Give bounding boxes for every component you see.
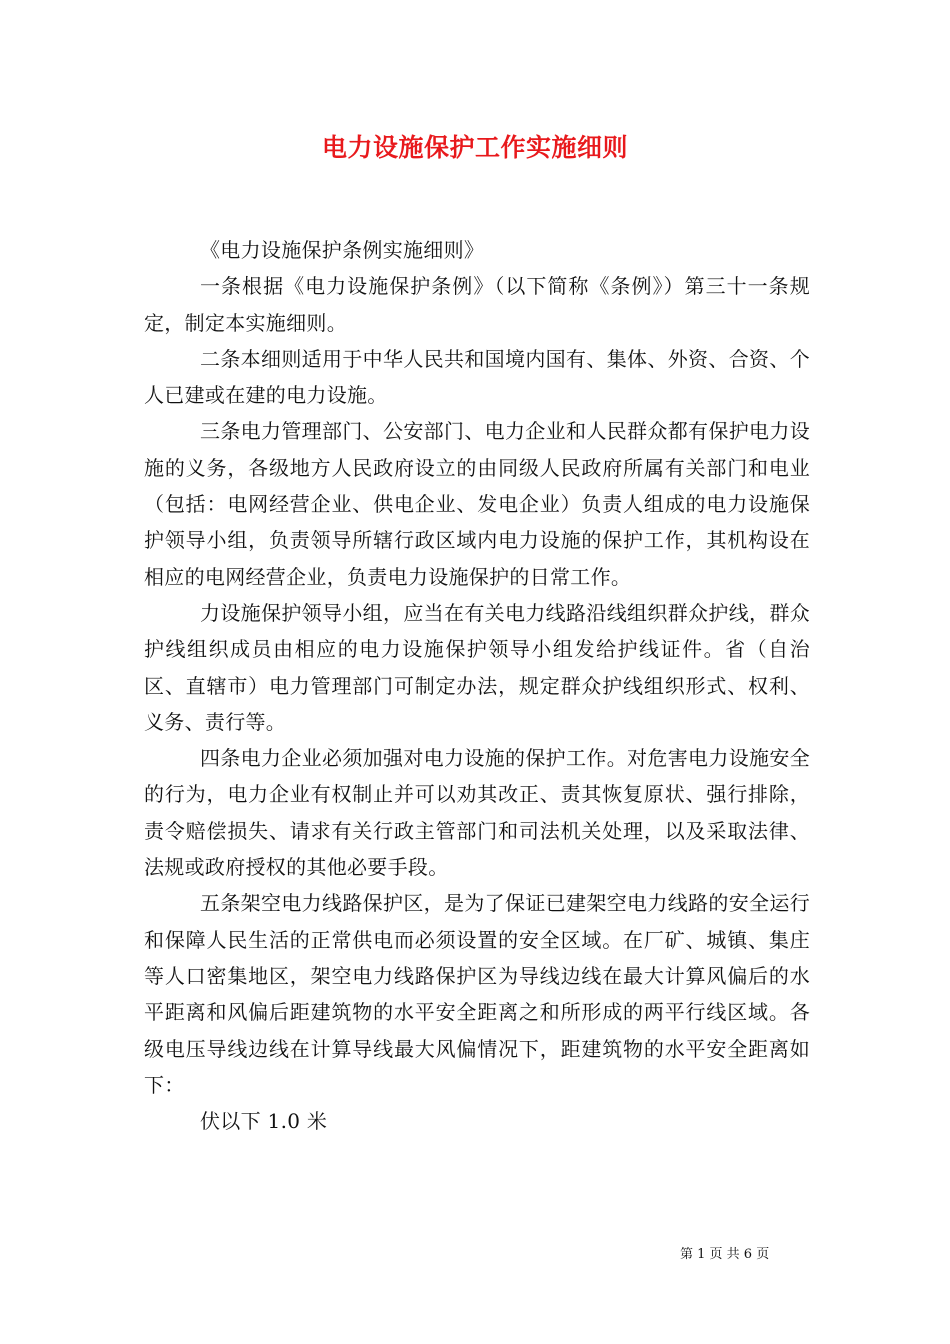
paragraph: 力设施保护领导小组，应当在有关电力线路沿线组织群众护线，群众护线组织成员由相应的电力设施保护领导小组发给护线证件。省（自治区、直辖市）电力管理部门可制定办法，规定群众护线组织形式、权利、义务、责行等。 xyxy=(144,600,810,734)
paragraph: 五条架空电力线路保护区，是为了保证已建架空电力线路的安全运行和保障人民生活的正常供电而必须设置的安全区域。在厂矿、城镇、集庄等人口密集地区，架空电力线路保护区为导线边线在最大计算风偏后的水平距离和风偏后距建筑物的水平安全距离之和所形成的两平行线区域。各级电压导线边线在计算导线最大风偏情况下，距建筑物的水平安全距离如下： xyxy=(144,891,810,1097)
paragraph: 《电力设施保护条例实施细则》 xyxy=(200,238,485,262)
page-number: 第 1 页 共 6 页 xyxy=(680,1247,770,1262)
paragraph: 二条本细则适用于中华人民共和国境内国有、集体、外资、合资、个人已建或在建的电力设施。 xyxy=(144,346,810,408)
document-title: 电力设施保护工作实施细则 xyxy=(321,133,628,162)
paragraph: 四条电力企业必须加强对电力设施的保护工作。对危害电力设施安全的行为，电力企业有权制止并可以劝其改正、责其恢复原状、强行排除，责令赔偿损失、请求有关行政主管部门和司法机关处理，以及采取法律、法规或政府授权的其他必要手段。 xyxy=(144,746,810,880)
paragraph: 伏以下 1.0 米 xyxy=(200,1109,328,1134)
paragraph: 三条电力管理部门、公安部门、电力企业和人民群众都有保护电力设施的义务，各级地方人民政府设立的由同级人民政府所属有关部门和电业（包括：电网经营企业、供电企业、发电企业）负责人组成的电力设施保护领导小组，负责领导所辖行政区域内电力设施的保护工作，其机构设在相应的电网经营企业，负责电力设施保护的日常工作。 xyxy=(144,419,810,589)
document-body xyxy=(144,232,810,1139)
paragraph: 一条根据《电力设施保护条例》（以下简称《条例》）第三十一条规定，制定本实施细则。 xyxy=(144,274,810,335)
